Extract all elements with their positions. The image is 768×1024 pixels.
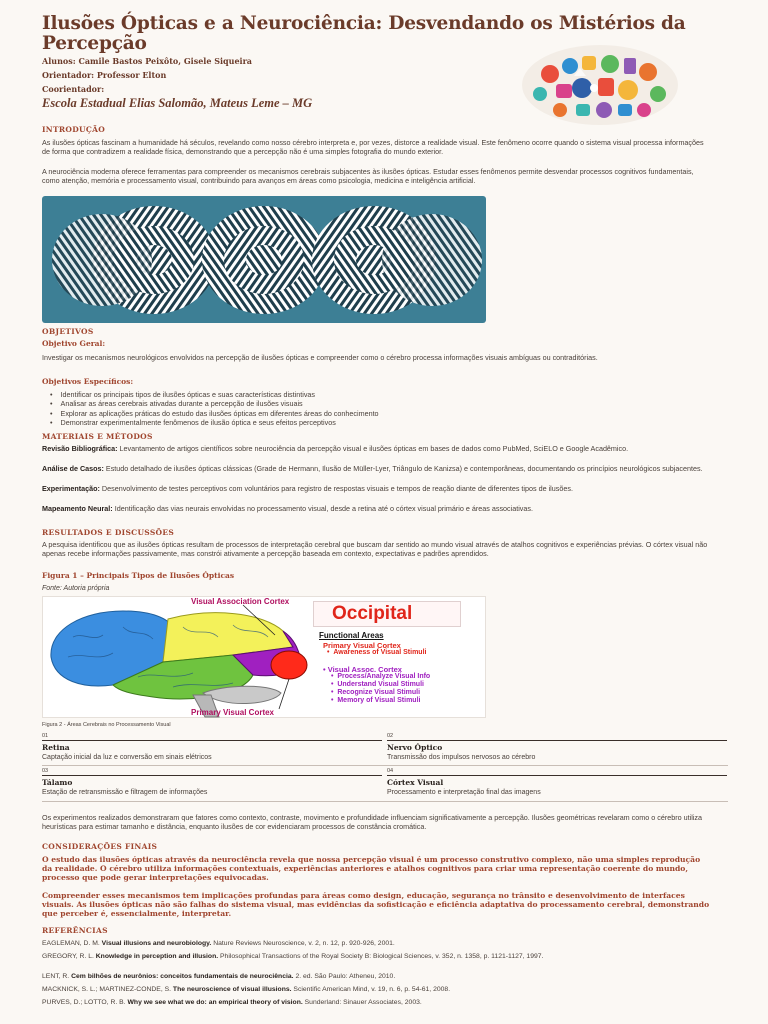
functional-areas-label: Functional Areas — [319, 631, 384, 640]
figure-2-caption: Figura 2 - Áreas Cerebrais no Processamento Visual — [42, 722, 171, 728]
metodo-text: Estudo detalhado de ilusões ópticas clássicas (Grade de Hermann, Ilusão de Müller-Lyer, Triângulo de Kanizsa) e contemporâneas, documentando os princípios neurológicos subjacentes. — [103, 464, 703, 473]
objetivo-geral-title: Objetivo Geral: — [42, 339, 106, 348]
reference-details: 2. ed. São Paulo: Atheneu, 2010. — [293, 973, 396, 980]
objetivos-especificos-title: Objetivos Específicos: — [42, 377, 134, 386]
reference-item — [42, 985, 722, 994]
metodo-item — [42, 444, 712, 453]
list-item: • Identificar os principais tipos de ilusões ópticas e suas características distintivas — [50, 390, 690, 399]
occipital-title — [313, 601, 461, 627]
area-description: Captação inicial da luz e conversão em sinais elétricos — [42, 754, 212, 761]
illusion-pattern — [42, 196, 486, 323]
area-cell — [387, 768, 727, 796]
metodo-text: Levantamento de artigos científicos sobre neurociência da percepção visual e ilusões ópticas em bases de dados como PubMed, SciELO e Google Acadêmico. — [117, 444, 629, 453]
area-title: Nervo Óptico — [387, 743, 443, 752]
primary-cortex-item: • Awareness of Visual Stimuli — [327, 649, 427, 656]
metodo-label: Revisão Bibliográfica: — [42, 444, 118, 453]
school-name: Escola Estadual Elias Salomão, Mateus Leme – MG — [42, 96, 313, 110]
resultados-paragraph-1: A pesquisa identificou que as ilusões ópticas resultam de processos de interpretação cerebral que buscam dar sentido ao mundo visual através de atalhos cognitivos e experiências prévias. O córtex visual não apenas recebe informações passivamente, mas constrói ativamente a percepção baseada em contexto, expectativas e padrões aprendidos. — [42, 540, 708, 558]
reference-authors: PURVES, D.; LOTTO, R. B. — [42, 999, 128, 1006]
area-description: Transmissão dos impulsos nervosos ao cérebro — [387, 754, 536, 761]
area-title: Retina — [42, 743, 70, 752]
referencias-title: REFERÊNCIAS — [42, 926, 108, 935]
reference-authors: LENT, R. — [42, 973, 72, 980]
list-item-text: Process/Analyze Visual Info — [337, 673, 431, 680]
metodo-text: Identificação das vias neurais envolvidas no processamento visual, desde a retina até o córtex visual primário e áreas associativas. — [112, 504, 533, 513]
optical-illusion-image — [42, 196, 486, 323]
metodos-title: MATERIAIS E MÉTODOS — [42, 432, 153, 441]
association-cortex-label: Visual Association Cortex — [191, 597, 290, 606]
divider — [42, 765, 728, 766]
metodo-label: Mapeamento Neural: — [42, 504, 113, 513]
list-item-text: Memory of Visual Stimuli — [337, 697, 421, 704]
figure-1-caption: Figura 1 – Principais Tipos de Ilusões Ópticas — [42, 571, 235, 580]
intro-title: INTRODUÇÃO — [42, 125, 106, 134]
consideracoes-paragraph-1: O estudo das ilusões ópticas através da neurociência revela que nossa percepção visual é um processo construtivo complexo, não uma simples reprodução da realidade. O cérebro utiliza informações contextuais, experiências anteriores e atalhos cognitivos para criar uma representação coerente do mundo, processo que pode gerar interpretações equivocadas. — [42, 855, 701, 882]
list-item: • Memory of Visual Stimuli — [331, 697, 421, 704]
reference-title: The neuroscience of visual illusions. — [172, 986, 292, 993]
area-number: 01 — [42, 733, 49, 739]
reference-authors: EAGLEMAN, D. M. — [42, 940, 102, 947]
reference-details: Philosophical Transactions of the Royal Society B: Biological Sciences, v. 352, n. 1358, p. 1121-1127, 1997. — [218, 953, 544, 960]
area-title: Tálamo — [42, 778, 73, 787]
resultados-paragraph-2: Os experimentos realizados demonstraram que fatores como contexto, contraste, movimento e profundidade influenciam significativamente a percepção. Ilusões geométricas revelaram como o cérebro utiliza heurísticas para estimar tamanho e distância, enquanto ilusões de cor evidenciaram processos de constância cromática. — [42, 813, 702, 831]
reference-details: Nature Reviews Neuroscience, v. 2, n. 12, p. 920-926, 2001. — [211, 940, 395, 947]
list-item: • Process/Analyze Visual Info — [331, 673, 431, 680]
list-item: • Demonstrar experimentalmente fenômenos de ilusão óptica e seus efeitos perceptivos — [50, 418, 690, 427]
figure-1-source: Fonte: Autoria própria — [42, 585, 110, 592]
metodo-item — [42, 464, 712, 473]
list-item-text: Understand Visual Stimuli — [337, 681, 424, 688]
assoc-cortex-title: Visual Assoc. Cortex — [327, 665, 402, 674]
primary-cortex-bottom-label: Primary Visual Cortex — [191, 708, 275, 717]
list-item: • Recognize Visual Stimuli — [331, 689, 421, 696]
coorientador: Coorientador: — [42, 84, 105, 94]
primary-cortex-heading: Primary Visual Cortex — [323, 641, 401, 650]
resultados-title: RESULTADOS E DISCUSSÕES — [42, 528, 175, 537]
intro-paragraph-2: A neurociência moderna oferece ferramentas para compreender os mecanismos cerebrais subjacentes às ilusões ópticas. Estudar esses fenômenos permite desvendar processos cognitivos fundamentais, como atenção, memória e processamento visual, contribuindo para avanços em áreas como psicologia, medicina e inteligência artificial. — [42, 167, 694, 185]
brain-diagram — [42, 596, 486, 718]
science-logo — [520, 44, 680, 126]
reference-item — [42, 952, 722, 961]
metodo-label: Análise de Casos: — [42, 464, 104, 473]
divider — [387, 740, 727, 741]
list-item: • Explorar as aplicações práticas do estudo das ilusões ópticas em diferentes áreas do conhecimento — [50, 409, 690, 418]
objetivos-especificos-list — [50, 390, 690, 427]
reference-title: Cem bilhões de neurônios: conceitos fundamentais de neurociência. — [71, 973, 294, 980]
poster-title: Ilusões Ópticas e a Neurociência: Desvendando os Mistérios da Percepção — [42, 13, 686, 54]
orientador: Orientador: Professor Elton — [42, 70, 167, 80]
area-title: Córtex Visual — [387, 778, 444, 787]
occipital-label: Occipital — [332, 603, 413, 624]
reference-item — [42, 939, 722, 948]
area-cell — [42, 768, 382, 796]
objetivos-title: OBJETIVOS — [42, 327, 94, 336]
list-item: • Understand Visual Stimuli — [331, 681, 424, 688]
alunos: Alunos: Camile Bastos Peixôto, Gisele Siqueira — [42, 56, 252, 66]
area-cell — [42, 733, 382, 761]
metodo-item — [42, 504, 712, 513]
divider — [42, 801, 728, 802]
reference-authors: MACKNICK, S. L.; MARTINEZ-CONDE, S. — [42, 986, 173, 993]
list-item: • Analisar as áreas cerebrais ativadas durante a percepção de ilusões visuais — [50, 399, 690, 408]
area-number: 04 — [387, 768, 394, 774]
reference-item — [42, 998, 722, 1007]
list-item-text: Recognize Visual Stimuli — [337, 689, 421, 696]
area-description: Estação de retransmissão e filtragem de informações — [42, 789, 208, 796]
reference-title: Knowledge in perception and illusion. — [95, 953, 219, 960]
area-number: 02 — [387, 733, 394, 739]
reference-details: Scientific American Mind, v. 19, n. 6, p. 54-61, 2008. — [291, 986, 451, 993]
divider — [42, 740, 382, 741]
assoc-cortex-list — [331, 673, 481, 705]
intro-paragraph-1: As ilusões ópticas fascinam a humanidade há séculos, revelando como nosso cérebro interpreta e, por vezes, distorce a realidade visual. Este fenômeno ocorre quando o sistema visual processa informações de forma que contradizem a realidade física, demonstrando que a percepção não é uma simples fotografia do mundo exterior. — [42, 138, 704, 156]
area-description: Processamento e interpretação final das imagens — [387, 789, 541, 796]
assoc-cortex-heading: • Visual Assoc. Cortex — [323, 665, 402, 674]
reference-authors: GREGORY, R. L. — [42, 953, 96, 960]
metodo-text: Desenvolvimento de testes perceptivos com voluntários para registro de respostas visuais e tempos de reação diante de diferentes tipos de ilusões. — [99, 484, 573, 493]
consideracoes-title: CONSIDERAÇÕES FINAIS — [42, 842, 158, 851]
divider — [42, 775, 382, 776]
metodo-label: Experimentação: — [42, 484, 100, 493]
area-number: 03 — [42, 768, 49, 774]
divider — [387, 775, 727, 776]
metodo-item — [42, 484, 712, 493]
consideracoes-paragraph-2: Compreender esses mecanismos tem implicações profundas para áreas como design, educação, segurança no trânsito e desenvolvimento de interfaces visuais. As ilusões ópticas não são falhas do sistema visual, mas evidências da sofisticação e eficiência adaptativa do processamento cerebral, demonstrando que perceber é, essencialmente, interpretar. — [42, 891, 710, 918]
reference-title: Visual illusions and neurobiology. — [101, 940, 212, 947]
list-item-text: Awareness of Visual Stimuli — [333, 649, 427, 656]
reference-title: Why we see what we do: an empirical theory of vision. — [127, 999, 303, 1006]
area-cell — [387, 733, 727, 761]
objetivo-geral-text: Investigar os mecanismos neurológicos envolvidos na percepção de ilusões ópticas e compreender como o cérebro processa informações visuais ambíguas ou contraditórias. — [42, 353, 598, 362]
reference-details: Sunderland: Sinauer Associates, 2003. — [302, 999, 422, 1006]
reference-item — [42, 972, 722, 981]
